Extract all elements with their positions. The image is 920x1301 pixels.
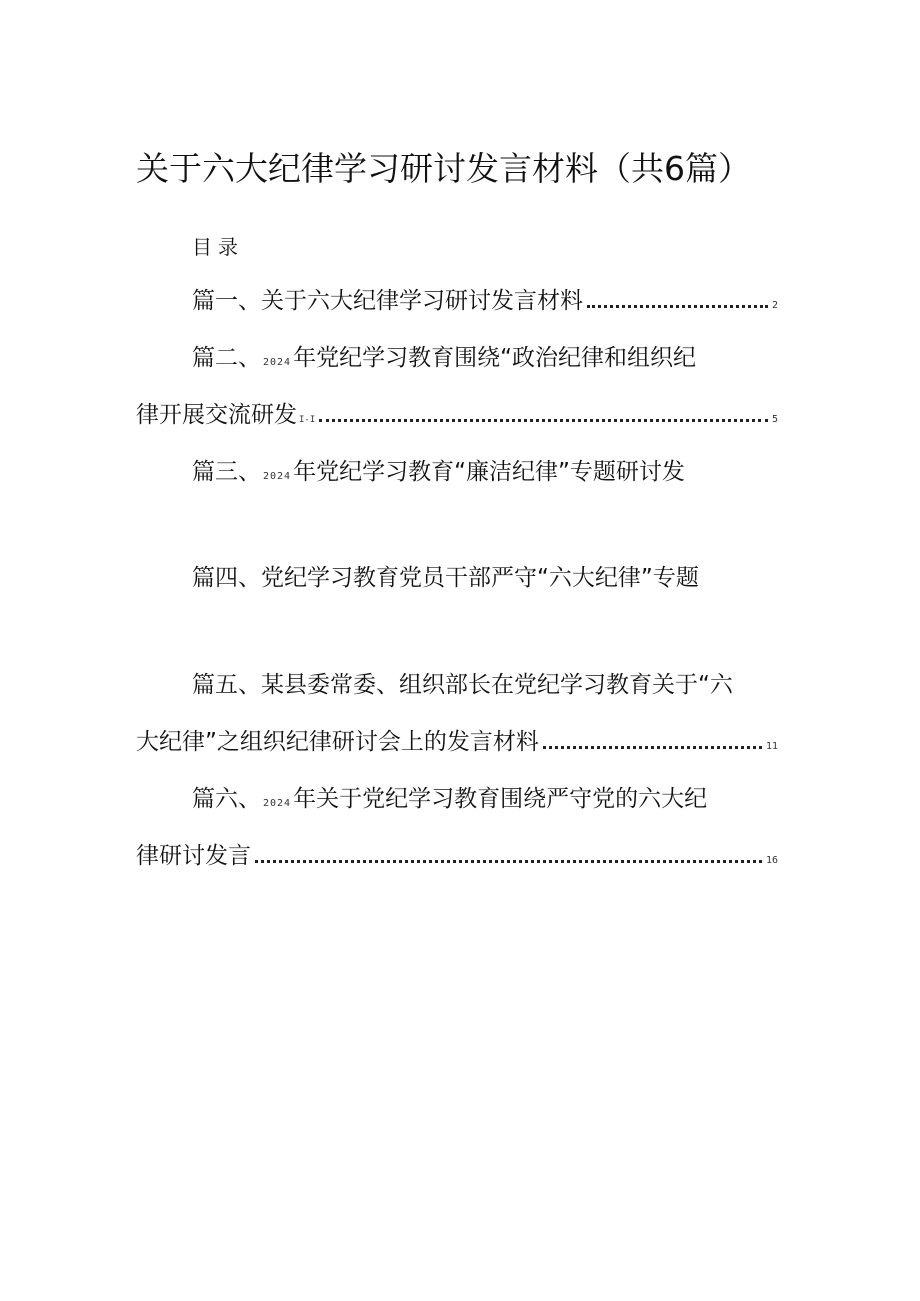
- toc-entry-2-label-cont: 律开展交流研发: [136, 402, 297, 428]
- toc-entry-3-year: 2024: [263, 471, 292, 482]
- toc-entry-2-prefix: 篇二、: [192, 345, 261, 371]
- toc-leader-dots: [255, 860, 762, 863]
- document-title: 关于六大纪律学习研讨发言材料（共6篇）: [136, 149, 751, 188]
- toc-entry-1-label: 篇一、关于六大纪律学习研讨发言材料: [192, 288, 583, 314]
- toc-entry-3[interactable]: [192, 455, 685, 494]
- toc-entry-6-label-rest: 年关于党纪学习教育围绕严守党的六大纪: [293, 786, 708, 812]
- toc-entry-2-line2[interactable]: [136, 398, 778, 437]
- toc-entry-6-line2[interactable]: [136, 839, 778, 878]
- toc-entry-5-line1[interactable]: [192, 668, 733, 702]
- toc-entry-5-page: 11: [765, 741, 778, 752]
- toc-entry-6-prefix: 篇六、: [192, 786, 261, 812]
- toc-entry-6-page: 16: [765, 855, 778, 866]
- toc-entry-4-label: 篇四、党纪学习教育党员干部严守“六大纪律”专题: [192, 565, 699, 591]
- toc-entry-1-page: 2: [771, 300, 778, 311]
- toc-heading: 目录: [192, 235, 244, 259]
- toc-entry-2-label-rest: 年党纪学习教育围绕“政治纪律和组织纪: [293, 345, 697, 371]
- toc-leader-dots: [587, 305, 768, 308]
- toc-entry-2-page: 5: [771, 414, 778, 425]
- toc-entry-6-line1[interactable]: [192, 782, 707, 821]
- toc-entry-5-label: 篇五、某县委常委、组织部长在党纪学习教育关于“六: [192, 672, 733, 698]
- toc-entry-1[interactable]: [192, 284, 778, 323]
- toc-entry-2-year: 2024: [263, 357, 292, 368]
- toc-entry-6-label-cont: 律研讨发言: [136, 843, 251, 869]
- toc-entry-5-label-cont: 大纪律”之组织纪律研讨会上的发言材料: [136, 729, 539, 755]
- toc-entry-5-line2[interactable]: [136, 725, 778, 764]
- toc-entry-2-line1[interactable]: [192, 341, 696, 380]
- toc-leader-dots: [319, 419, 768, 422]
- toc-entry-2-suffix: I-I: [299, 415, 316, 425]
- toc-entry-4[interactable]: [192, 561, 699, 595]
- toc-leader-dots: [543, 746, 762, 749]
- toc-entry-3-label-rest: 年党纪学习教育“廉洁纪律”专题研讨发: [293, 459, 685, 485]
- toc-entry-6-year: 2024: [263, 798, 292, 809]
- toc-entry-3-prefix: 篇三、: [192, 459, 261, 485]
